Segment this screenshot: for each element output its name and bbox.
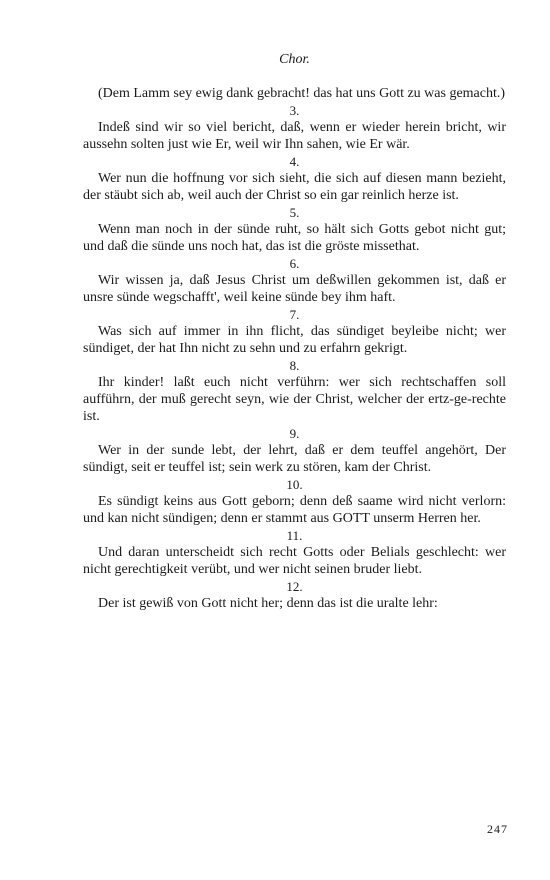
- verse-number: 11.: [286, 528, 303, 543]
- verse-text: Wir wissen ja, daß Jesus Christ um deßwillen gekommen ist, daß er unsre sünde wegschafft', weil keine sünde bey ihm haft.: [83, 273, 506, 305]
- verse-text: (Dem Lamm sey ewig dank gebracht! das hat uns Gott zu was gemacht.): [98, 86, 506, 101]
- verse-text: Wer nun die hoffnung vor sich sieht, die sich auf diesen mann bezieht, der stäubt sich ab, weil auch der Christ so ein gar reinlich herze ist.: [83, 171, 506, 203]
- verse-text: Wenn man noch in der sünde ruht, so hält sich Gotts gebot nicht gut; und daß die sünde uns noch hat, das ist die gröste missethat.: [83, 222, 506, 254]
- verse-number: 10.: [286, 477, 303, 492]
- verse-text: Es sündigt keins aus Gott geborn; denn deß saame wird nicht verlorn: und kan nicht sündigen; denn er stammt aus GOTT unserm Herren her.: [83, 494, 506, 526]
- verse-number: 6.: [289, 256, 300, 271]
- page-number: 247: [487, 822, 508, 836]
- verse-text: Der ist gewiß von Gott nicht her; denn das ist die uralte lehr:: [98, 596, 438, 611]
- verse-number: 3.: [289, 103, 300, 118]
- verse-number: 8.: [289, 358, 300, 373]
- verse-text: Was sich auf immer in ihn flicht, das sündiget beyleibe nicht; wer sündiget, der hat Ihn nicht zu sehn und zu erfahrn gekrigt.: [83, 324, 506, 356]
- verse-text: Ihr kinder! laßt euch nicht verführn: wer sich rechtschaffen soll aufführn, der muß gerecht seyn, wie der Christ, welcher der ertz-ge-rechte ist.: [83, 375, 506, 424]
- verse-text: Und daran unterscheidt sich recht Gotts oder Belials geschlecht: wer nicht gerechtigkeit verübt, und wer nicht seinen bruder liebt.: [83, 545, 506, 577]
- hymn-text: [83, 85, 506, 612]
- verse-text: Indeß sind wir so viel bericht, daß, wenn er wieder herein bricht, wir aussehn solten just wie Er, weil wir Ihn sahen, wie Er wär.: [83, 120, 506, 152]
- verse-number: 5.: [289, 205, 300, 220]
- verse-text: Wer in der sunde lebt, der lehrt, daß er dem teuffel angehört, Der sündigt, seit er teuffel ist; sein werk zu stören, kam der Christ.: [83, 443, 506, 475]
- verse-number: 7.: [289, 307, 300, 322]
- verse-number: 9.: [289, 426, 300, 441]
- verse-number: 4.: [289, 154, 300, 169]
- section-heading: Chor.: [279, 52, 310, 67]
- verse-number: 12.: [286, 579, 303, 594]
